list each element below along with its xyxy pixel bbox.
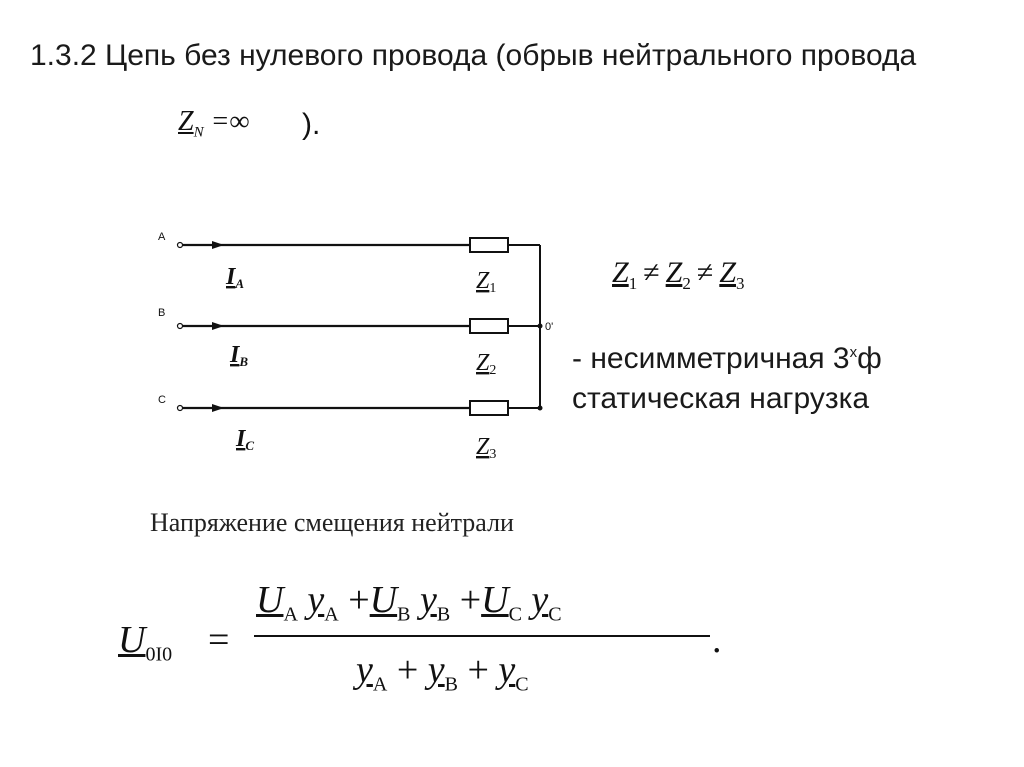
den-ya-sub: A: [372, 673, 388, 696]
fraction-bar: [254, 635, 710, 637]
formula-lhs: [118, 618, 172, 667]
slide-title-text: 1.3.2 Цепь без нулевого провода (обрыв нейтрального провода: [30, 39, 917, 72]
z3-sub: 3: [489, 447, 497, 462]
desc-line-2: статическая нагрузка: [572, 382, 870, 415]
ineq-s1: 1: [628, 274, 638, 293]
formula-end-dot: .: [712, 619, 722, 661]
current-a-symbol: I: [226, 264, 236, 290]
num-ua: U: [256, 579, 284, 621]
zn-subscript: N: [193, 124, 204, 141]
current-c-sub: C: [245, 438, 255, 453]
ineq-s3: 3: [736, 274, 745, 293]
z2-resistor: [470, 319, 508, 333]
z1-resistor: [470, 238, 508, 252]
num-ua-sub: A: [283, 603, 298, 626]
lhs-sub: 0I0: [145, 643, 173, 666]
impedance-inequality: [612, 256, 745, 294]
z2-sub: 2: [489, 363, 497, 378]
formula-caption: Напряжение смещения нейтрали: [150, 508, 514, 537]
num-yb-sub: B: [436, 603, 451, 626]
num-uc: U: [481, 579, 509, 621]
num-yb: y: [419, 579, 437, 621]
den-plus-2: +: [467, 649, 489, 691]
phase-b-arrow: [212, 322, 224, 330]
ineq-neq-2: ≠: [696, 256, 714, 289]
node-label: 0': [545, 321, 554, 333]
num-yc-sub: C: [548, 603, 562, 626]
ineq-z1: Z: [612, 256, 629, 289]
num-yc: y: [531, 579, 549, 621]
current-b-symbol: I: [230, 342, 240, 368]
z3-resistor: [470, 401, 508, 415]
neutral-impedance-condition: [178, 106, 249, 142]
den-yc-sub: C: [515, 673, 529, 696]
desc-line-1: [572, 333, 882, 379]
phase-a-label: A: [158, 231, 166, 243]
title-closing: ).: [302, 108, 321, 141]
svg-text:Z1: [476, 268, 496, 296]
den-yb: y: [427, 649, 445, 691]
phase-a-arrow: [212, 241, 224, 249]
zn-infinity: =∞: [203, 106, 250, 137]
formula-numerator: [256, 578, 562, 627]
svg-text:Z3: [476, 434, 496, 462]
num-uc-sub: C: [508, 603, 522, 626]
desc-line-1-sup: х: [849, 344, 858, 361]
desc-line-1-post: ф: [857, 342, 882, 375]
current-c-symbol: I: [236, 426, 246, 452]
den-yc: y: [498, 649, 516, 691]
formula-denominator: [356, 648, 529, 697]
ineq-z2: Z: [665, 256, 683, 289]
phase-b-terminal: [178, 324, 183, 329]
num-plus-1: +: [348, 579, 370, 621]
svg-text:IB: [229, 342, 248, 369]
z3-symbol: Z: [476, 434, 490, 460]
current-b-sub: B: [239, 354, 249, 369]
ineq-s2: 2: [682, 274, 691, 293]
three-phase-circuit-diagram: [150, 222, 570, 472]
phase-c-arrow: [212, 404, 224, 412]
formula-equals: =: [208, 619, 230, 661]
zn-symbol: Z: [178, 106, 194, 137]
svg-text:Z2: [476, 350, 496, 378]
den-plus-1: +: [396, 649, 419, 691]
ineq-z3: Z: [719, 256, 736, 289]
node-dot-b: [538, 324, 543, 329]
node-dot-c: [538, 406, 543, 411]
svg-text:IC: [235, 426, 254, 453]
num-ya-sub: A: [324, 603, 339, 626]
z1-sub: 1: [489, 281, 497, 296]
current-a-sub: A: [235, 276, 245, 291]
num-ub-sub: B: [397, 603, 411, 626]
den-yb-sub: B: [444, 673, 458, 696]
ineq-neq-1: ≠: [643, 256, 660, 289]
den-ya: y: [356, 649, 373, 691]
lhs-u: U: [118, 619, 146, 661]
num-ub: U: [369, 579, 398, 621]
phase-c-label: C: [158, 394, 166, 406]
num-plus-2: +: [459, 579, 482, 621]
z2-symbol: Z: [476, 350, 490, 376]
phase-b-label: B: [158, 307, 166, 319]
slide-title: [30, 34, 990, 78]
num-ya: y: [307, 579, 325, 621]
desc-line-1-pre: - несимметричная 3: [572, 342, 850, 375]
z1-symbol: Z: [476, 268, 490, 294]
phase-c-terminal: [178, 406, 183, 411]
svg-text:IA: [225, 264, 244, 291]
phase-a-terminal: [178, 243, 183, 248]
load-description: [572, 333, 882, 419]
